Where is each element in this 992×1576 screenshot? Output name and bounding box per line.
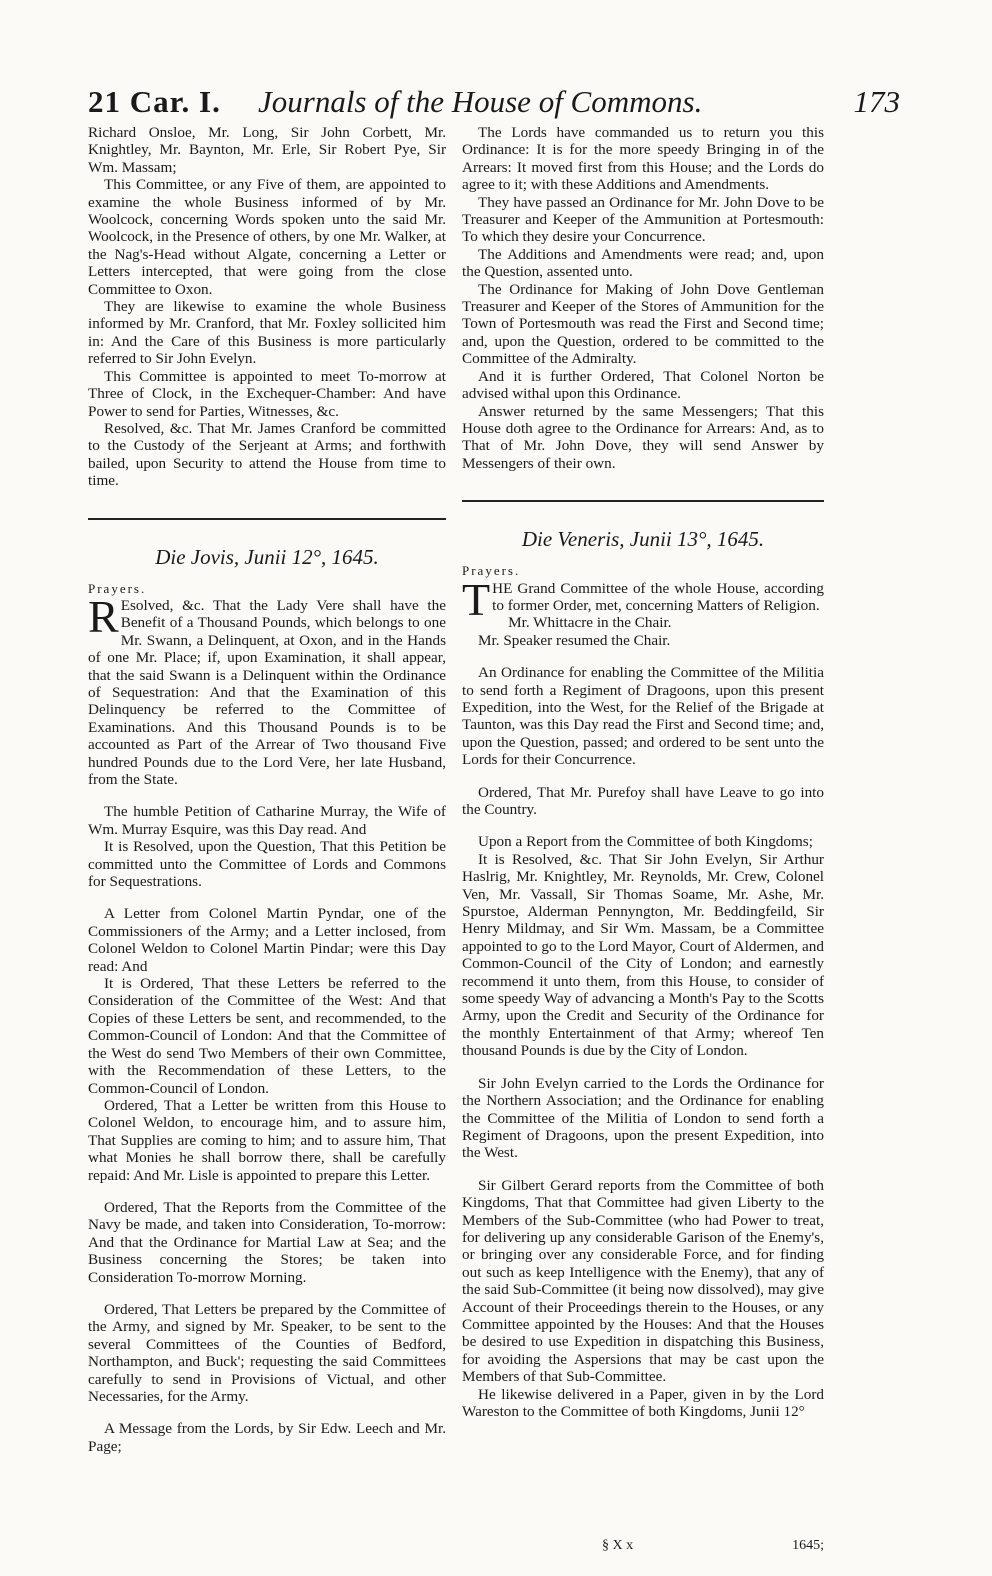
journal-title: Journals of the House of Commons. bbox=[258, 84, 703, 119]
right-column bbox=[462, 124, 824, 1420]
paragraph: The Lords have commanded us to return you this Ordinance: It is for the more speedy Bringing in of the Arrears: It moved first from this House; and the Lords do agree to it; with these Additions and Amendments. bbox=[462, 124, 824, 194]
paragraph: Sir John Evelyn carried to the Lords the Ordinance for the Northern Association; and the Ordinance for enabling the Committee of the Militia of London to send forth a Regiment of Dragoons, upon the present Expedition, into the West. bbox=[462, 1074, 824, 1162]
paragraph: An Ordinance for enabling the Committee of the Militia to send forth a Regiment of Dragoons, upon this present Expedition, into the West, for the Relief of the Brigade at Taunton, was this Day read the First and Second time; and, upon the Question, passed; and ordered to be sent unto the Lords for their Concurrence. bbox=[462, 664, 824, 769]
paragraph-text: Esolved, &c. That the Lady Vere shall have the Benefit of a Thousand Pounds, which belongs to one Mr. Swann, a Delinquent, at Oxon, and in the Hands of one Mr. Place; if, upon Examination, it shall appear, that the said Swann is a Delinquent within the Ordinance of Sequestration: And that the Examination of this Delinquency be referred to the Committee of Examinations. And this Thousand Pounds is to be accounted as Part of the Arrear of Two thousand Five hundred Pounds due to the Lord Vere, her late Husband, from the State. bbox=[88, 596, 446, 788]
catchword: 1645; bbox=[792, 1538, 824, 1553]
prayers-label: Prayers. bbox=[88, 580, 147, 596]
paragraph-text: HE Grand Committee of the whole House, according to former Order, met, concerning Matters of Religion. bbox=[492, 579, 824, 614]
paragraph: The Additions and Amendments were read; and, upon the Question, assented unto. bbox=[462, 245, 824, 281]
paragraph: Richard Onsloe, Mr. Long, Sir John Corbett, Mr. Knightley, Mr. Baynton, Mr. Erle, Sir Robert Pye, Sir Wm. Massam; bbox=[88, 124, 446, 176]
paragraph: It is Resolved, &c. That Sir John Evelyn, Sir Arthur Haslrig, Mr. Knightley, Mr. Reynolds, Mr. Crew, Colonel Ven, Mr. Vassall, Sir Thomas Soame, Mr. Ashe, Mr. Spurstoe, Alderman Pennyngton, Mr. Beddingfeild, Sir Henry Mildmay, and Sir Wm. Massam, be a Committee appointed to go to the Lord Mayor, Court of Aldermen, and Common-Council of the City of London; and earnestly recommend it unto them, from this House, to consider of some speedy Way of advancing a Month's Pay to the Scotts Army, upon the Credit and Security of the Ordinance for the monthly Entertainment of that Army; whereof Ten thousand Pounds is due by the City of London. bbox=[462, 850, 824, 1060]
paragraph: Ordered, That a Letter be written from this House to Colonel Weldon, to encourage him, and to assure him, That Supplies are coming to him; and to assure him, That what Monies he shall borrow there, shall be carefully repaid: And Mr. Lisle is appointed to prepare this Letter. bbox=[88, 1096, 446, 1184]
chair-note: Mr. Whittacre in the Chair. bbox=[508, 614, 672, 632]
paragraph: This Committee is appointed to meet To-morrow at Three of Clock, in the Exchequer-Chamber: And have Power to send for Parties, Witnesses, &c. bbox=[88, 367, 446, 420]
paragraph: Answer returned by the same Messengers; That this House doth agree to the Ordinance for Arrears: And, as to That of Mr. John Dove, they will send Answer by Messengers of their own. bbox=[462, 402, 824, 472]
paragraph: Ordered, That Letters be prepared by the Committee of the Army, and signed by Mr. Speaker, to be sent to the several Committees of the Counties of Bedford, Northampton, and Buck'; requesting the said Committees carefully to send in Provisions of Victual, and other Necessaries, for the Army. bbox=[88, 1300, 446, 1405]
paragraph: Resolved, &c. That Mr. James Cranford be committed to the Custody of the Serjeant at Arms; and forthwith bailed, upon Security to attend the House from time to time. bbox=[88, 419, 446, 490]
paragraph-lady-vere bbox=[88, 590, 446, 788]
page-footer bbox=[462, 1538, 824, 1556]
paragraph: Ordered, That Mr. Purefoy shall have Leave to go into the Country. bbox=[462, 783, 824, 818]
section-rule bbox=[88, 518, 446, 520]
signature-mark: § X x bbox=[602, 1538, 634, 1553]
section-rule bbox=[462, 500, 824, 502]
drop-cap: T bbox=[462, 573, 491, 625]
paragraph: A Message from the Lords, by Sir Edw. Leech and Mr. Page; bbox=[88, 1420, 446, 1455]
drop-cap: R bbox=[88, 590, 119, 642]
regnal-year: 21 Car. I. bbox=[88, 84, 221, 119]
day-heading: Die Jovis, Junii 12°, 1645. bbox=[155, 544, 379, 569]
paragraph: He likewise delivered in a Paper, given in by the Lord Wareston to the Committee of both Kingdoms, Junii 12° bbox=[462, 1385, 824, 1420]
running-header bbox=[88, 82, 900, 122]
paragraph: They have passed an Ordinance for Mr. John Dove to be Treasurer and Keeper of the Ammunition at Portesmouth: To which they desire your Concurrence. bbox=[462, 193, 824, 246]
paragraph: Sir Gilbert Gerard reports from the Committee of both Kingdoms, That that Committee had given Liberty to the Members of the Sub-Committee (who had Power to treat, for delivering up any considerable Garison of the Enemy's, or bringing over any considerable Force, and for finding out such as keep Intelligence with the Enemy), that any of the said Sub-Committee (it being now dissolved), may give Account of their Proceedings therein to the Houses, or any Committee appointed by the Houses: And that the Houses be desired to use Expedition in dispatching this Business, for avoiding the Aspersions that may be cast upon the Members of that Sub-Committee. bbox=[462, 1176, 824, 1386]
chair-note: Mr. Speaker resumed the Chair. bbox=[478, 631, 671, 649]
paragraph: And it is further Ordered, That Colonel Norton be advised withal upon this Ordinance. bbox=[462, 367, 824, 403]
paragraph: The humble Petition of Catharine Murray, the Wife of Wm. Murray Esquire, was this Day read. And bbox=[88, 803, 446, 838]
prayers-label: Prayers. bbox=[462, 563, 521, 579]
page-number: 173 bbox=[853, 84, 900, 119]
paragraph: A Letter from Colonel Martin Pyndar, one of the Commissioners of the Army; and a Letter inclosed, from Colonel Weldon to Colonel Martin Pindar; were this Day read: And bbox=[88, 905, 446, 975]
paragraph: It is Resolved, upon the Question, That this Petition be committed unto the Committee of Lords and Commons for Sequestrations. bbox=[88, 838, 446, 891]
paragraph: Ordered, That the Reports from the Committee of the Navy be made, and taken into Consideration, To-morrow: And that the Ordinance for Martial Law at Sea; and the Business concerning the Stores; be taken into Consideration To-morrow Morning. bbox=[88, 1198, 446, 1286]
paragraph: They are likewise to examine the whole Business informed by Mr. Cranford, that Mr. Foxley sollicited him in: And the Care of this Business is more particularly referred to Sir John Evelyn. bbox=[88, 298, 446, 368]
paragraph: It is Ordered, That these Letters be referred to the Consideration of the Committee of the West: And that Copies of these Letters be sent, and recommended, to the Common-Council of London: And that the Committee of the West do send Two Members of their own Committee, with the Recommendation of these Letters, to the Common-Council of London. bbox=[88, 975, 446, 1097]
paragraph: The Ordinance for Making of John Dove Gentleman Treasurer and Keeper of the Stores of Ammunition for the Town of Portesmouth was read the First and Second time; and, upon the Question, ordered to be committed to the Committee of the Admiralty. bbox=[462, 280, 824, 368]
paragraph: Upon a Report from the Committee of both Kingdoms; bbox=[478, 833, 813, 851]
paragraph: This Committee, or any Five of them, are appointed to examine the whole Business informed of by Mr. Woolcock, concerning Words spoken unto the said Mr. Woolcock, in the Presence of others, by one Mr. Walker, at the Nag's-Head without Algate, concerning a Letter or Letters intercepted, that were going from the close Committee to Oxon. bbox=[88, 176, 446, 298]
left-column bbox=[88, 124, 446, 1455]
day-heading: Die Veneris, Junii 13°, 1645. bbox=[521, 527, 765, 552]
